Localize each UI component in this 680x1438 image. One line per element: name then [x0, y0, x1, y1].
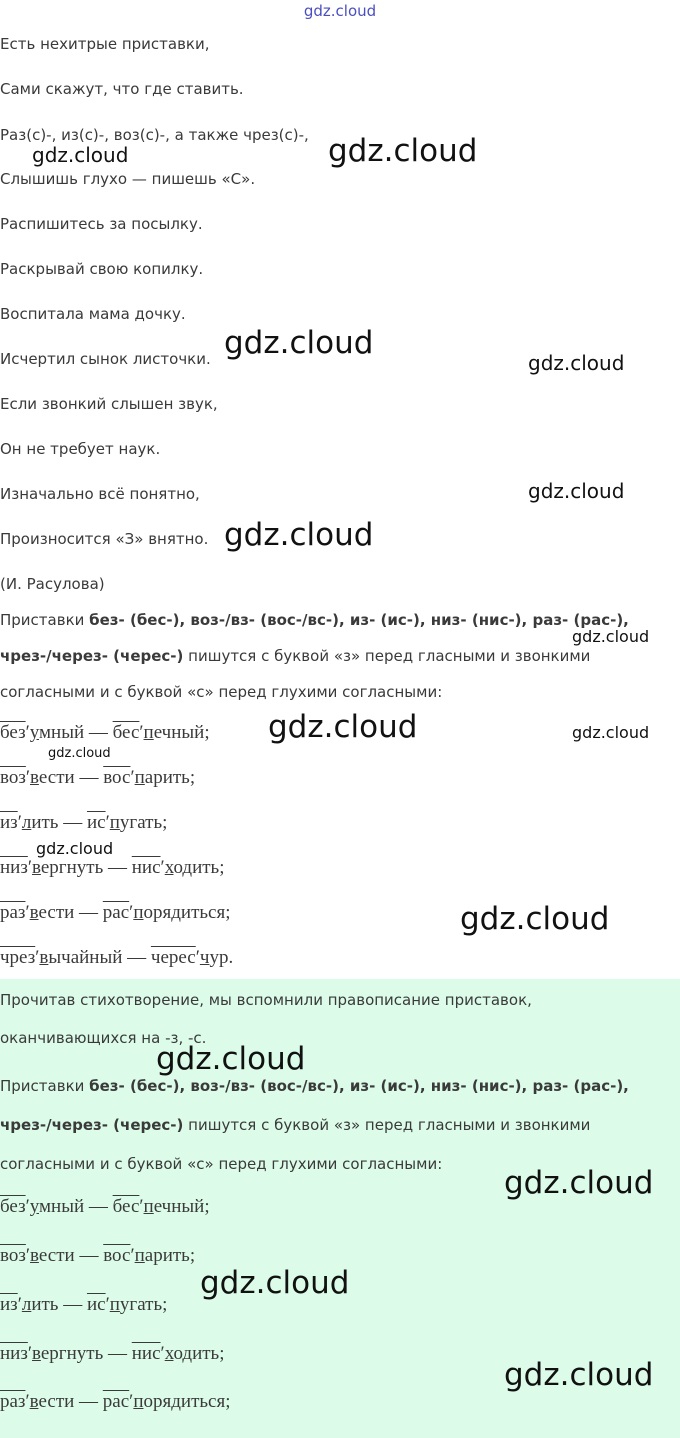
word-tail: ергнуть — [40, 1343, 104, 1364]
example-pair — [0, 1343, 225, 1365]
rule-line-1 — [0, 611, 629, 629]
following-letter: в — [32, 1343, 41, 1364]
prefix-z-form: без — [0, 1196, 26, 1217]
dash: — — [84, 1196, 113, 1217]
following-letter: у — [29, 722, 39, 743]
poem-line: Раскрывай свою копилку. — [0, 260, 204, 278]
prefix-z-form: воз — [0, 767, 26, 788]
example-pair — [0, 1294, 167, 1316]
header-link[interactable]: gdz.cloud — [303, 2, 377, 20]
prefix-s-form: бес — [112, 1196, 140, 1217]
poem-line: Исчертил сынок листочки. — [0, 350, 211, 368]
example-pair — [0, 812, 167, 834]
example-pair — [0, 902, 231, 924]
example-pair — [0, 947, 233, 969]
watermark: gdz.cloud — [528, 479, 625, 503]
rule-prefix: Приставки — [0, 1077, 90, 1095]
answer-intro-2: оканчивающихся на -з, -с. — [0, 1029, 207, 1047]
poem-line: Раз(с)-, из(с)-, воз(с)-, а также чрез(с)-, — [0, 126, 309, 144]
boundary-mark: ′ — [25, 722, 30, 743]
watermark: gdz.cloud — [200, 1265, 350, 1301]
word-tail: мный — [39, 722, 85, 743]
following-letter: в — [29, 902, 39, 923]
boundary-mark: ′ — [130, 1245, 135, 1266]
rule-line-1-repeat — [0, 1077, 629, 1095]
word-tail: одить; — [173, 1343, 225, 1364]
following-letter: в — [30, 1245, 39, 1266]
prefix-z-form: раз — [0, 902, 26, 923]
dash: — — [74, 1245, 104, 1266]
poem-line: Есть нехитрые приставки, — [0, 35, 210, 53]
boundary-mark: ′ — [160, 1343, 165, 1364]
rule-line-3-repeat: согласными и с буквой «с» перед глухими согласными: — [0, 1155, 443, 1173]
watermark: gdz.cloud — [460, 901, 610, 937]
following-letter: л — [21, 1294, 32, 1315]
following-letter: п — [143, 1196, 154, 1217]
boundary-mark: ′ — [105, 812, 110, 833]
word-tail: ур. — [209, 947, 234, 968]
word-tail: угать; — [119, 1294, 168, 1315]
boundary-mark: ′ — [160, 857, 165, 878]
boundary-mark: ′ — [139, 722, 144, 743]
poem-line: Произносится «З» внятно. — [0, 530, 209, 548]
poem-line: Слышишь глухо — пишешь «С». — [0, 170, 256, 188]
dash: — — [74, 767, 104, 788]
following-letter: п — [133, 1391, 144, 1412]
watermark: gdz.cloud — [572, 627, 650, 646]
example-pair — [0, 722, 210, 744]
dash: — — [84, 722, 113, 743]
following-letter: п — [143, 722, 154, 743]
boundary-mark: ′ — [129, 902, 134, 923]
rule-prefix: Приставки — [0, 611, 90, 629]
following-letter: п — [109, 1294, 120, 1315]
following-letter: х — [164, 857, 174, 878]
following-letter: п — [133, 902, 144, 923]
boundary-mark: ′ — [25, 1391, 30, 1412]
boundary-mark: ′ — [129, 1391, 134, 1412]
boundary-mark: ′ — [17, 812, 22, 833]
rule-prefixes: без- (бес-), воз-/вз- (вос-/вс-), из- (ис-), низ- (нис-), раз- (рас-), — [89, 611, 629, 629]
following-letter: в — [39, 947, 49, 968]
following-letter: х — [164, 1343, 174, 1364]
prefix-s-form: рас — [102, 902, 130, 923]
prefix-s-form: вос — [103, 1245, 131, 1266]
prefix-s-form: нис — [131, 1343, 161, 1364]
poem-line: Воспитала мама дочку. — [0, 305, 186, 323]
following-letter: п — [134, 1245, 145, 1266]
prefix-s-form: бес — [112, 722, 140, 743]
prefix-s-form: вос — [103, 767, 131, 788]
prefix-s-form: черес — [150, 947, 196, 968]
poem-line: Распишитесь за посылку. — [0, 215, 203, 233]
prefix-z-form: низ — [0, 1343, 28, 1364]
prefix-z-form: воз — [0, 1245, 26, 1266]
word-tail: орядиться; — [143, 902, 231, 923]
word-tail: ести — [38, 1391, 75, 1412]
poem-author: (И. Расулова) — [0, 575, 105, 593]
example-pair — [0, 1391, 231, 1413]
following-letter: ч — [199, 947, 210, 968]
prefix-s-form: ис — [86, 812, 106, 833]
boundary-mark: ′ — [25, 1245, 31, 1266]
word-tail: ить — [31, 1294, 59, 1315]
boundary-mark: ′ — [35, 947, 40, 968]
dash: — — [103, 857, 132, 878]
rule-line-3: согласными и с буквой «с» перед глухими согласными: — [0, 683, 443, 701]
watermark: gdz.cloud — [504, 1357, 654, 1393]
example-pair — [0, 857, 225, 879]
rule-line-2 — [0, 647, 590, 665]
boundary-mark: ′ — [17, 1294, 22, 1315]
following-letter: в — [32, 857, 41, 878]
word-tail: ести — [38, 767, 75, 788]
boundary-mark: ′ — [27, 857, 32, 878]
dash: — — [74, 902, 103, 923]
watermark: gdz.cloud — [224, 325, 374, 361]
dash: — — [103, 1343, 132, 1364]
prefix-z-form: низ — [0, 857, 28, 878]
word-tail: ычайный — [48, 947, 123, 968]
word-tail: ергнуть — [40, 857, 104, 878]
boundary-mark: ′ — [27, 1343, 32, 1364]
dash: — — [58, 812, 87, 833]
prefix-s-form: нис — [131, 857, 161, 878]
watermark: gdz.cloud — [504, 1165, 654, 1201]
watermark: gdz.cloud — [572, 723, 650, 742]
word-tail: ечный; — [153, 722, 210, 743]
word-tail: ечный; — [153, 1196, 210, 1217]
following-letter: п — [134, 767, 145, 788]
rule-prefixes: без- (бес-), воз-/вз- (вос-/вс-), из- (ис-), низ- (нис-), раз- (рас-), — [89, 1077, 629, 1095]
watermark: gdz.cloud — [224, 517, 374, 553]
watermark: gdz.cloud — [156, 1041, 306, 1077]
boundary-mark: ′ — [25, 767, 31, 788]
dash: — — [122, 947, 151, 968]
watermark: gdz.cloud — [48, 746, 111, 761]
watermark: gdz.cloud — [268, 709, 418, 745]
rule-prefixes-2: чрез-/через- (черес-) — [0, 1116, 184, 1134]
poem-line: Он не требует наук. — [0, 440, 161, 458]
rule-text: пишутся с буквой «з» перед гласными и звонкими — [183, 1116, 591, 1134]
word-tail: арить; — [144, 767, 196, 788]
prefix-s-form: ис — [86, 1294, 106, 1315]
prefix-z-form: чрез — [0, 947, 36, 968]
prefix-z-form: раз — [0, 1391, 26, 1412]
dash: — — [58, 1294, 87, 1315]
poem-line: Сами скажут, что где ставить. — [0, 80, 244, 98]
watermark: gdz.cloud — [328, 133, 478, 169]
rule-text: пишутся с буквой «з» перед гласными и звонкими — [183, 647, 591, 665]
example-pair — [0, 1245, 195, 1267]
boundary-mark: ′ — [195, 947, 200, 968]
answer-intro-1: Прочитав стихотворение, мы вспомнили правописание приставок, — [0, 991, 532, 1009]
boundary-mark: ′ — [105, 1294, 110, 1315]
prefix-s-form: рас — [102, 1391, 130, 1412]
following-letter: в — [29, 1391, 39, 1412]
word-tail: ести — [38, 902, 75, 923]
poem-line: Изначально всё понятно, — [0, 485, 200, 503]
watermark: gdz.cloud — [32, 143, 129, 167]
boundary-mark: ′ — [25, 902, 30, 923]
word-tail: угать; — [119, 812, 168, 833]
prefix-z-form: из — [0, 812, 18, 833]
following-letter: л — [21, 812, 32, 833]
rule-prefixes-2: чрез-/через- (черес-) — [0, 647, 184, 665]
word-tail: одить; — [173, 857, 225, 878]
boundary-mark: ′ — [139, 1196, 144, 1217]
word-tail: орядиться; — [143, 1391, 231, 1412]
example-pair — [0, 1196, 210, 1218]
prefix-z-form: из — [0, 1294, 18, 1315]
watermark: gdz.cloud — [36, 839, 114, 858]
dash: — — [74, 1391, 103, 1412]
prefix-z-form: без — [0, 722, 26, 743]
word-tail: арить; — [144, 1245, 196, 1266]
following-letter: у — [29, 1196, 39, 1217]
word-tail: ить — [31, 812, 59, 833]
word-tail: мный — [39, 1196, 85, 1217]
rule-line-2-repeat — [0, 1116, 590, 1134]
boundary-mark: ′ — [25, 1196, 30, 1217]
boundary-mark: ′ — [130, 767, 135, 788]
poem-line: Если звонкий слышен звук, — [0, 395, 218, 413]
watermark: gdz.cloud — [528, 351, 625, 375]
following-letter: п — [109, 812, 120, 833]
word-tail: ести — [38, 1245, 75, 1266]
example-pair — [0, 767, 195, 789]
following-letter: в — [30, 767, 39, 788]
